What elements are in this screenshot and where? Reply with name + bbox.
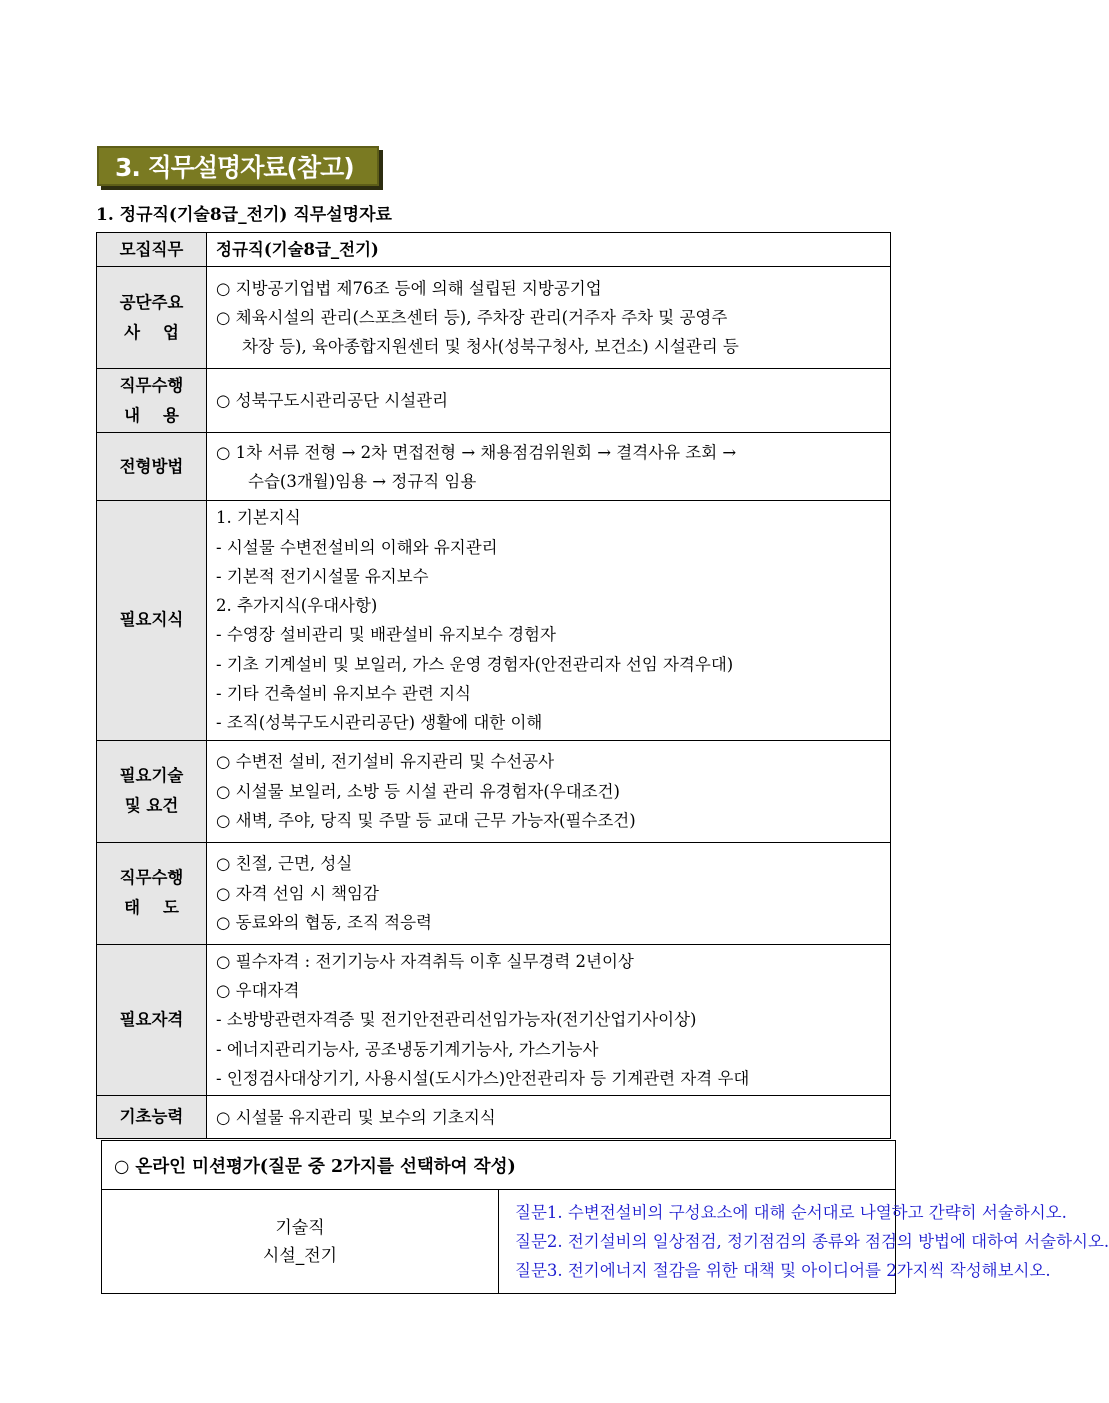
row-value: ○ 지방공기업법 제76조 등에 의해 설립된 지방공기업 ○ 체육시설의 관리(스포츠센터 등), 주차장 관리(거주자 주차 및 공영주 차장 등), 육아종합지원센터 및 청사(성북구청사, 보건소) 시설관리 등 [207, 267, 891, 369]
mission-header-row [102, 1141, 896, 1190]
document-subtitle: 1. 정규직(기술8급_전기) 직무설명자료 [96, 205, 392, 225]
row-value: 1. 기본지식 - 시설물 수변전설비의 이해와 유지관리 - 기본적 전기시설물 유지보수 2. 추가지식(우대사항) - 수영장 설비관리 및 배관설비 유지보수 경험자 - 기초 기계설비 및 보일러, 가스 운영 경험자(안전관리자 선임 자격우대) - 기타 건축설비 유지보수 관련 지식 - 조직(성북구도시관리공단) 생활에 대한 이해 [207, 501, 891, 740]
row-label: 공단주요 사 업 [97, 267, 207, 369]
table-row [97, 842, 891, 944]
question-1: 질문1. 수변전설비의 구성요소에 대해 순서대로 나열하고 간략히 서술하시오. [515, 1203, 1067, 1222]
mission-header: ○ 온라인 미션평가(질문 중 2가지를 선택하여 작성) [102, 1141, 896, 1190]
row-label: 필요자격 [97, 944, 207, 1095]
mission-questions [499, 1190, 1109, 1294]
table-row [97, 267, 891, 369]
table-row [97, 1096, 891, 1139]
row-label: 직무수행 내 용 [97, 369, 207, 433]
table-row [97, 369, 891, 433]
row-label: 직무수행 태 도 [97, 842, 207, 944]
question-2: 질문2. 전기설비의 일상점검, 정기점검의 종류와 점검의 방법에 대하여 서술하시오. [515, 1232, 1109, 1251]
mission-row [102, 1190, 896, 1294]
row-value: ○ 수변전 설비, 전기설비 유지관리 및 수선공사 ○ 시설물 보일러, 소방 등 시설 관리 유경험자(우대조건) ○ 새벽, 주야, 당직 및 주말 등 교대 근무 가능자(필수조건) [207, 740, 891, 842]
row-value: ○ 시설물 유지관리 및 보수의 기초지식 [207, 1096, 891, 1139]
row-value: ○ 1차 서류 전형 → 2차 면접전형 → 채용점검위원회 → 결격사유 조회 → 수습(3개월)임용 → 정규직 임용 [207, 433, 891, 501]
row-value: ○ 성북구도시관리공단 시설관리 [207, 369, 891, 433]
row-value: 정규직(기술8급_전기) [207, 233, 891, 267]
row-label: 필요지식 [97, 501, 207, 740]
row-label: 기초능력 [97, 1096, 207, 1139]
row-label: 모집직무 [97, 233, 207, 267]
mission-table [101, 1140, 1109, 1294]
table-row [97, 944, 891, 1095]
row-label: 전형방법 [97, 433, 207, 501]
row-value: ○ 친절, 근면, 성실 ○ 자격 선임 시 책임감 ○ 동료와의 협동, 조직 적응력 [207, 842, 891, 944]
job-description-table [96, 232, 891, 1139]
mission-label: 기술직 시설_전기 [102, 1190, 499, 1294]
table-row [97, 740, 891, 842]
section-title: 3. 직무설명자료(참고) [97, 146, 379, 186]
row-value: ○ 필수자격 : 전기기능사 자격취득 이후 실무경력 2년이상 ○ 우대자격 - 소방방관련자격증 및 전기안전관리선임가능자(전기산업기사이상) - 에너지관리기능사, 공조냉동기계기능사, 가스기능사 - 인정검사대상기기, 사용시설(도시가스)안전관리자 등 기계관련 자격 우대 [207, 944, 891, 1095]
question-3: 질문3. 전기에너지 절감을 위한 대책 및 아이디어를 2가지씩 작성해보시오. [515, 1261, 1051, 1280]
table-row [97, 433, 891, 501]
row-label: 필요기술 및 요건 [97, 740, 207, 842]
table-row [97, 233, 891, 267]
table-row [97, 501, 891, 740]
